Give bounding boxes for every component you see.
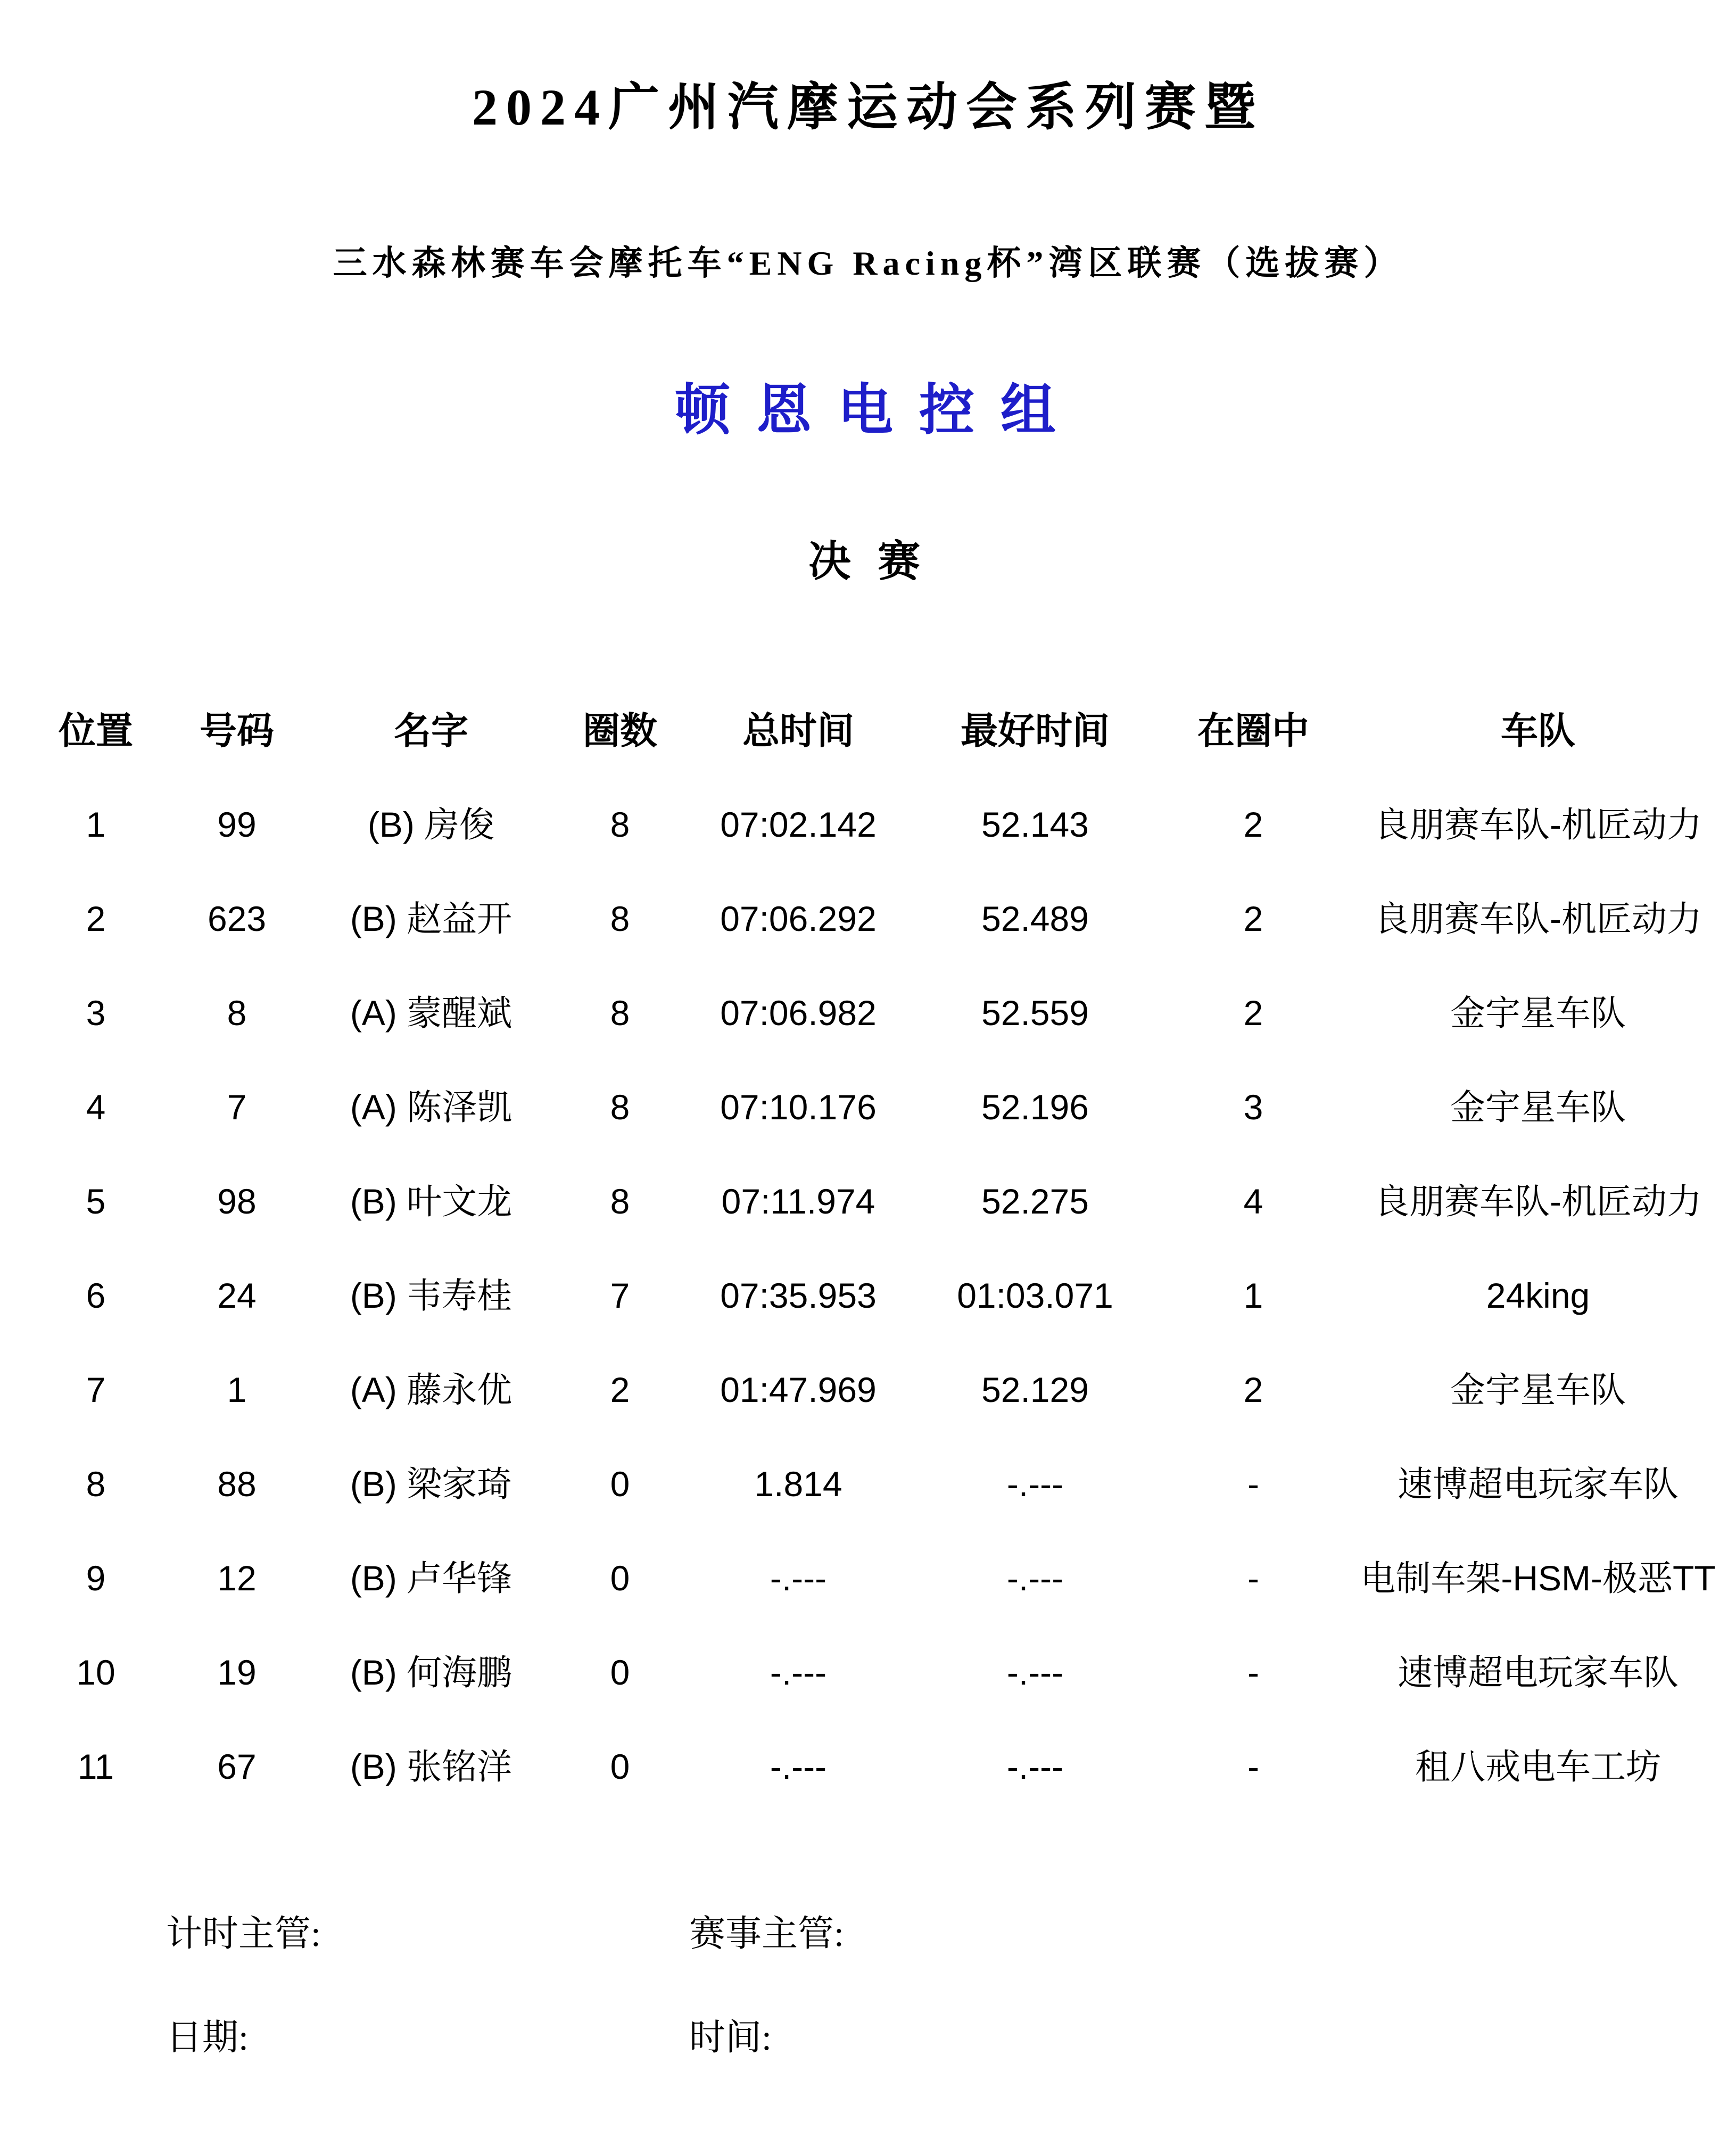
table-cell: 12 (217, 1558, 257, 1598)
table-cell: 8 (610, 898, 630, 938)
table-cell: (B) 卢华锋 (350, 1558, 512, 1598)
table-cell: (B) 韦寿桂 (350, 1275, 512, 1315)
table-cell: 98 (217, 1181, 257, 1221)
table-cell: -.--- (1006, 1464, 1064, 1504)
table-cell: 0 (610, 1464, 630, 1504)
table-cell: -.--- (1006, 1558, 1064, 1598)
table-cell: - (1247, 1652, 1259, 1692)
table-cell: 4 (86, 1087, 106, 1127)
table-cell: 7 (610, 1275, 630, 1315)
table-cell: 0 (610, 1652, 630, 1692)
column-header-6: 最好时间 (961, 710, 1110, 752)
table-cell: 01:03.071 (957, 1275, 1113, 1315)
table-cell: -.--- (770, 1652, 827, 1692)
table-cell: 7 (227, 1087, 247, 1127)
table-row (21, 1719, 1724, 1813)
table-cell: (B) 张铭洋 (350, 1746, 512, 1786)
timing-chief-label: 计时主管: (166, 1913, 321, 1954)
table-row (21, 871, 1724, 966)
table-cell: 3 (86, 993, 106, 1033)
column-header-3: 名字 (394, 710, 468, 752)
table-cell: (A) 蒙醒斌 (350, 993, 512, 1033)
session-title: 决 赛 (808, 538, 928, 585)
column-header-1: 位置 (59, 710, 133, 752)
table-cell: 11 (77, 1746, 114, 1786)
table-cell: 52.143 (981, 804, 1089, 844)
table-row (21, 1154, 1724, 1248)
table-cell: 3 (1243, 1087, 1263, 1127)
event-title: 2024广州汽摩运动会系列赛暨 (472, 79, 1264, 136)
table-cell: 99 (217, 804, 257, 844)
results-table (21, 684, 1724, 1813)
table-cell: 07:02.142 (720, 804, 877, 844)
table-cell: 良朋赛车队-机匠动力 (1374, 1181, 1702, 1221)
table-cell: 7 (86, 1369, 106, 1409)
table-cell: 52.275 (981, 1181, 1089, 1221)
table-cell: 2 (1243, 1369, 1263, 1409)
table-row (21, 1248, 1724, 1342)
table-cell: 07:06.982 (720, 993, 877, 1033)
class-group-title: 顿 恩 电 控 组 (675, 379, 1061, 441)
table-cell: - (1247, 1558, 1259, 1598)
table-row (21, 1531, 1724, 1625)
table-cell: (B) 叶文龙 (350, 1181, 512, 1221)
table-row (21, 777, 1724, 871)
table-cell: 19 (217, 1652, 257, 1692)
table-cell: 01:47.969 (720, 1369, 877, 1409)
table-cell: 租八戒电车工坊 (1415, 1746, 1661, 1786)
table-cell: 速博超电玩家车队 (1398, 1464, 1679, 1504)
table-cell: 67 (217, 1746, 257, 1786)
table-cell: 良朋赛车队-机匠动力 (1374, 898, 1702, 938)
table-cell: 1 (1243, 1275, 1263, 1315)
table-body (21, 777, 1724, 1813)
table-cell: 24king (1486, 1275, 1590, 1315)
event-subtitle: 三水森林赛车会摩托车“ENG Racing杯”湾区联赛（选拔赛） (333, 244, 1403, 282)
table-cell: 9 (86, 1558, 106, 1598)
table-cell: 2 (1243, 804, 1263, 844)
table-cell: 5 (86, 1181, 106, 1221)
table-cell: 52.129 (981, 1369, 1089, 1409)
table-cell: 88 (217, 1464, 257, 1504)
table-row (21, 966, 1724, 1060)
table-cell: (B) 何海鹏 (350, 1652, 512, 1692)
table-cell: -.--- (770, 1746, 827, 1786)
table-cell: 623 (207, 898, 267, 938)
table-cell: 1 (86, 804, 106, 844)
table-cell: 4 (1243, 1181, 1263, 1221)
table-cell: 金宇星车队 (1450, 1369, 1626, 1409)
table-cell: 8 (227, 993, 247, 1033)
time-label: 时间: (689, 2017, 772, 2058)
table-cell: 52.489 (981, 898, 1089, 938)
table-cell: 8 (86, 1464, 106, 1504)
table-cell: 24 (217, 1275, 257, 1315)
table-cell: 8 (610, 1087, 630, 1127)
race-chief-label: 赛事主管: (689, 1913, 844, 1954)
table-cell: -.--- (770, 1558, 827, 1598)
table-cell: 2 (610, 1369, 630, 1409)
column-header-5: 总时间 (742, 710, 854, 752)
table-cell: (A) 藤永优 (350, 1369, 512, 1409)
table-cell: 6 (86, 1275, 106, 1315)
table-row (21, 1625, 1724, 1719)
table-cell: 07:10.176 (720, 1087, 877, 1127)
table-cell: (A) 陈泽凯 (350, 1087, 512, 1127)
table-cell: 07:06.292 (720, 898, 877, 938)
table-cell: 8 (610, 804, 630, 844)
column-header-4: 圈数 (583, 710, 657, 752)
date-label: 日期: (166, 2017, 249, 2058)
table-cell: 1.814 (754, 1464, 842, 1504)
table-header-row (21, 684, 1724, 777)
table-cell: 电制车架-HSM-极恶TT (1360, 1558, 1716, 1598)
table-cell: 10 (76, 1652, 115, 1692)
table-cell: 良朋赛车队-机匠动力 (1374, 804, 1702, 844)
table-cell: -.--- (1006, 1746, 1064, 1786)
table-cell: 金宇星车队 (1450, 993, 1626, 1033)
table-cell: (B) 房俊 (367, 804, 495, 844)
table-cell: 2 (86, 898, 106, 938)
table-cell: (B) 赵益开 (350, 898, 512, 938)
table-cell: 2 (1243, 898, 1263, 938)
column-header-7: 在圈中 (1197, 710, 1309, 752)
table-cell: - (1247, 1464, 1259, 1504)
table-row (21, 1342, 1724, 1437)
table-cell: 8 (610, 1181, 630, 1221)
table-cell: - (1247, 1746, 1259, 1786)
table-cell: 07:11.974 (721, 1181, 875, 1221)
table-cell: 速博超电玩家车队 (1398, 1652, 1679, 1692)
table-cell: 1 (227, 1369, 247, 1409)
table-cell: 0 (610, 1746, 630, 1786)
column-header-8: 车队 (1501, 710, 1575, 752)
table-cell: 52.196 (981, 1087, 1089, 1127)
column-header-2: 号码 (200, 710, 274, 752)
table-cell: 金宇星车队 (1450, 1087, 1626, 1127)
table-cell: 52.559 (981, 993, 1089, 1033)
table-cell: 0 (610, 1558, 630, 1598)
table-cell: 2 (1243, 993, 1263, 1033)
table-row (21, 1437, 1724, 1531)
table-cell: 07:35.953 (720, 1275, 877, 1315)
table-cell: -.--- (1006, 1652, 1064, 1692)
table-row (21, 1060, 1724, 1154)
table-cell: (B) 梁家琦 (350, 1464, 512, 1504)
table-cell: 8 (610, 993, 630, 1033)
